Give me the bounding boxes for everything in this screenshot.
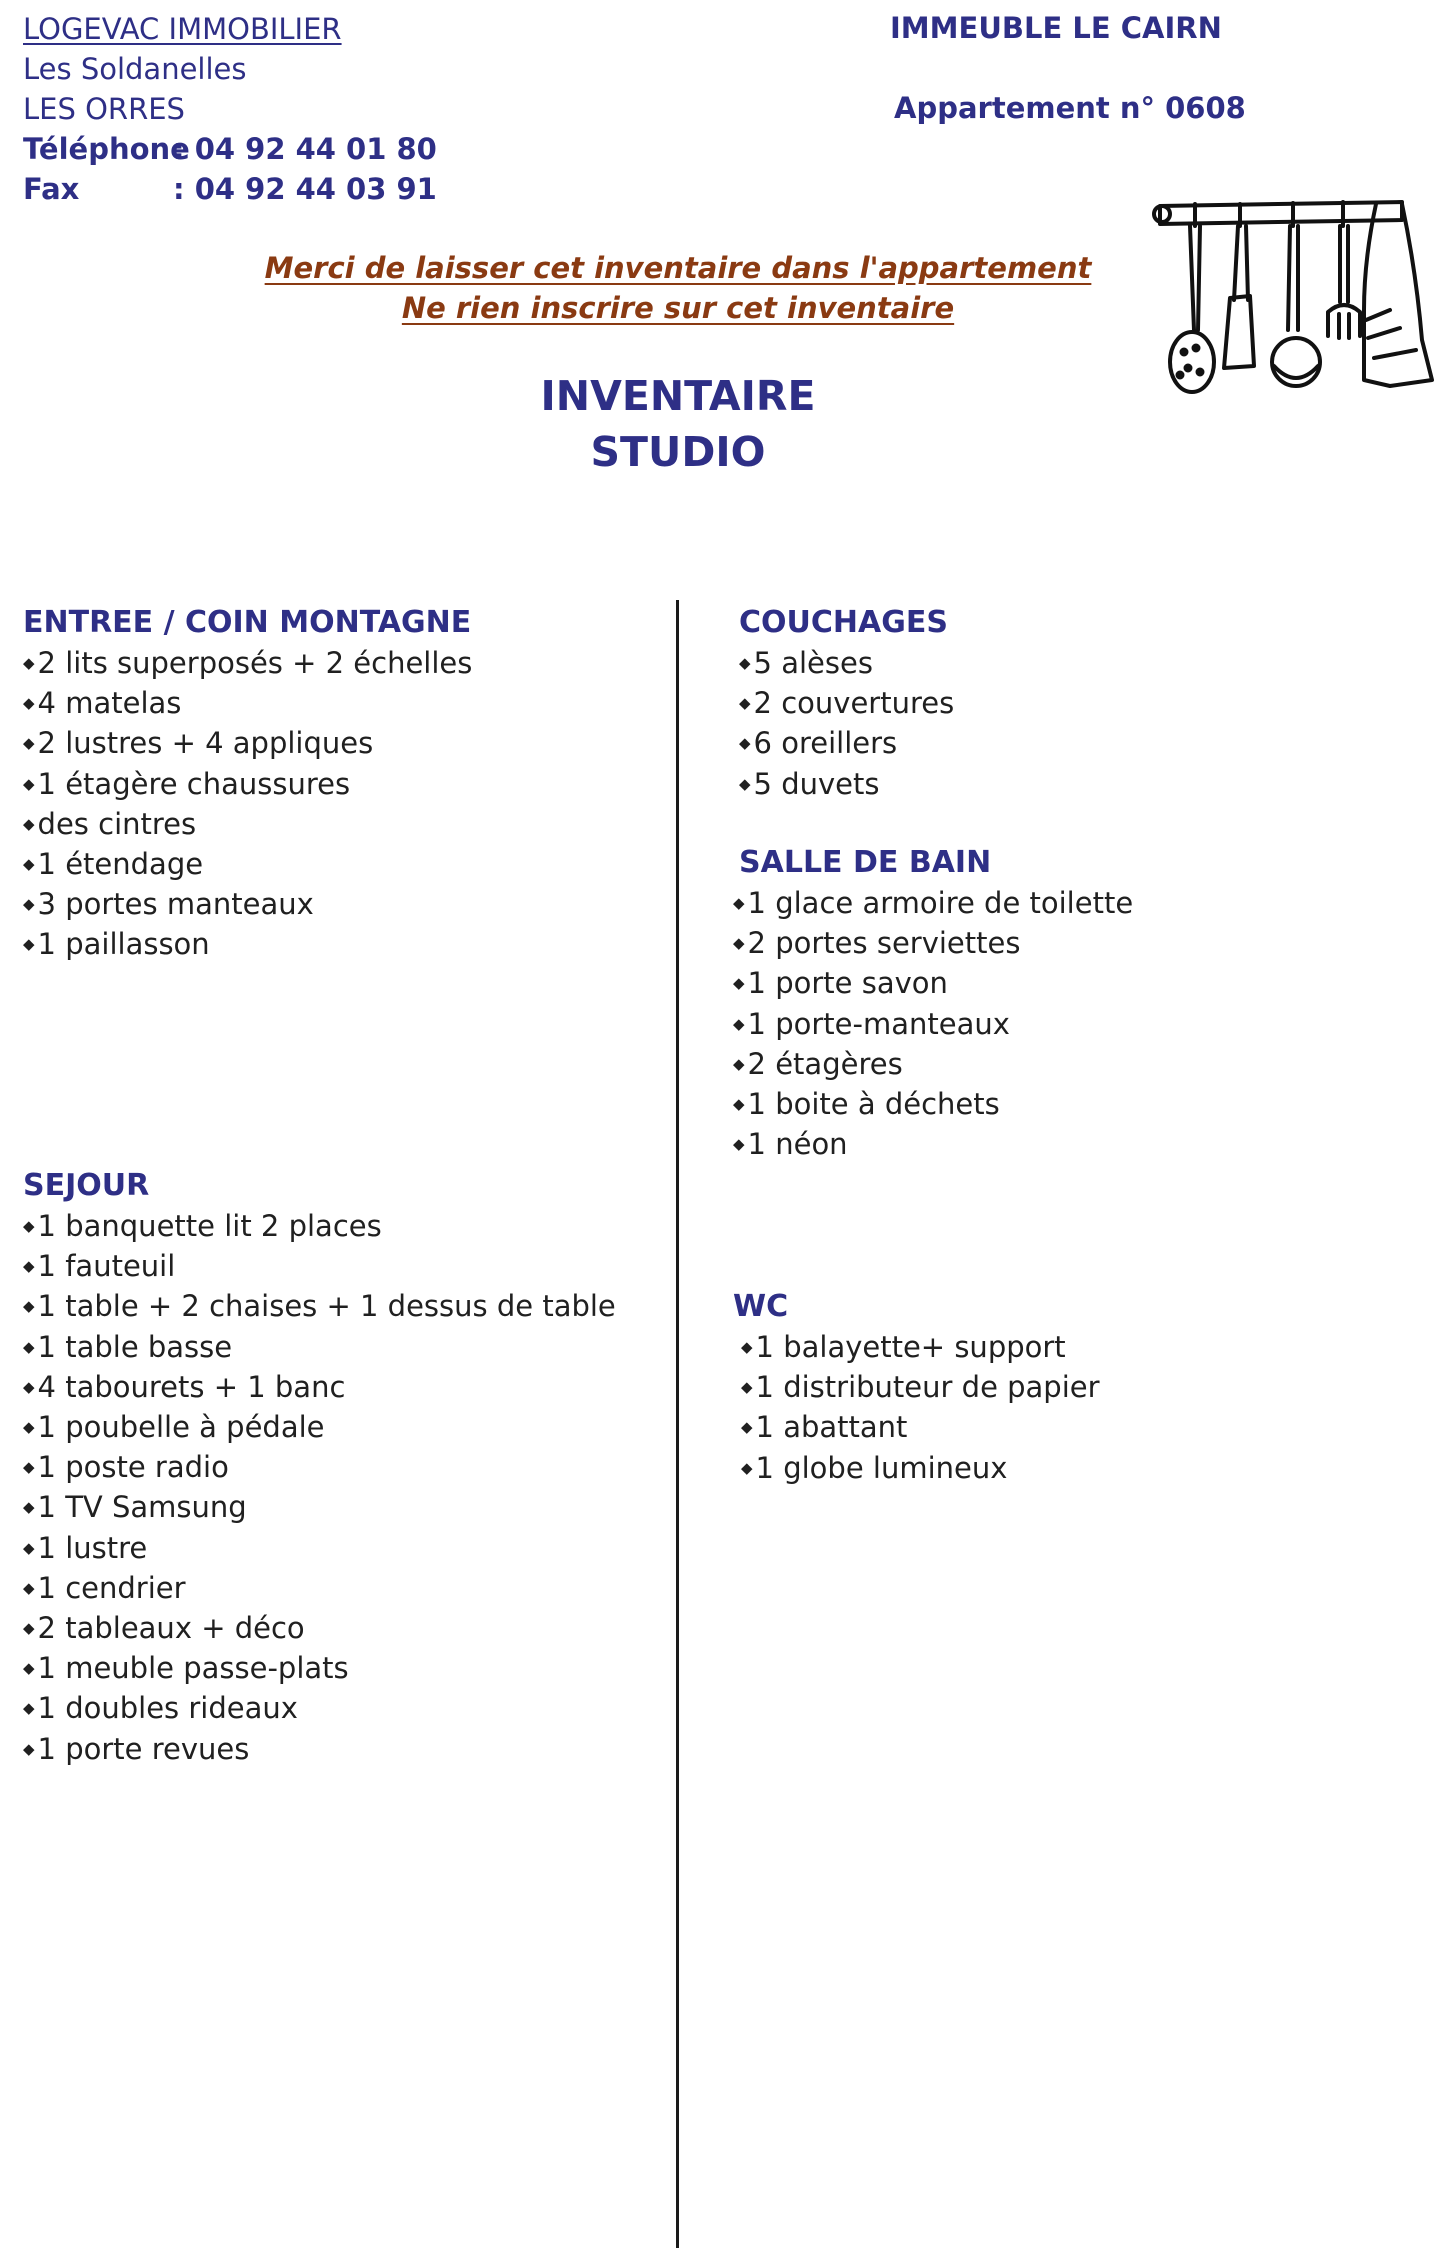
list-item: ◆ 1 néon	[733, 1124, 1133, 1164]
list-item: ◆ 1 globe lumineux	[741, 1448, 1100, 1488]
phone-row	[23, 129, 437, 169]
item-list	[23, 643, 472, 965]
list-item: ◆ 1 balayette+ support	[741, 1327, 1100, 1367]
list-item: ◆ 5 duvets	[739, 764, 954, 804]
list-item: ◆ 1 distributeur de papier	[741, 1367, 1100, 1407]
list-item: ◆ 1 abattant	[741, 1407, 1100, 1447]
column-divider	[676, 600, 679, 2248]
list-item: ◆ 2 étagères	[733, 1044, 1133, 1084]
notice-do-not-write: Ne rien inscrire sur cet inventaire	[401, 291, 955, 325]
notice-keep-inventory: Merci de laisser cet inventaire dans l'appartement	[264, 251, 1092, 285]
list-item: ◆ 2 couvertures	[739, 683, 954, 723]
list-item: ◆ 1 porte-manteaux	[733, 1004, 1133, 1044]
list-item: ◆ 1 porte revues	[23, 1729, 616, 1769]
list-item: ◆ des cintres	[23, 804, 472, 844]
list-item: ◆ 1 cendrier	[23, 1568, 616, 1608]
list-item: ◆ 1 TV Samsung	[23, 1487, 616, 1527]
list-item: ◆ 2 portes serviettes	[733, 923, 1133, 963]
list-item: ◆ 6 oreillers	[739, 723, 954, 763]
list-item: ◆ 1 table basse	[23, 1327, 616, 1367]
list-item: ◆ 1 poubelle à pédale	[23, 1407, 616, 1447]
apartment-number: Appartement n° 0608	[894, 91, 1246, 125]
section-title: SEJOUR	[23, 1168, 150, 1203]
section-title: ENTREE / COIN MONTAGNE	[23, 605, 472, 640]
list-item: ◆ 1 doubles rideaux	[23, 1688, 616, 1728]
list-item: ◆ 1 meuble passe-plats	[23, 1648, 616, 1688]
item-list	[23, 1206, 616, 1769]
list-item: ◆ 2 tableaux + déco	[23, 1608, 616, 1648]
list-item: ◆ 4 matelas	[23, 683, 472, 723]
list-item: ◆ 1 fauteuil	[23, 1246, 616, 1286]
building-name: IMMEUBLE LE CAIRN	[890, 11, 1222, 45]
list-item: ◆ 2 lits superposés + 2 échelles	[23, 643, 472, 683]
address-line-2: LES ORRES	[23, 92, 185, 126]
section-sejour	[23, 1166, 616, 1769]
section-title: WC	[733, 1289, 789, 1324]
section-title: SALLE DE BAIN	[739, 845, 992, 880]
list-item: ◆ 1 poste radio	[23, 1447, 616, 1487]
list-item: ◆ 1 porte savon	[733, 963, 1133, 1003]
section-entree	[23, 603, 472, 965]
fax-label: Fax	[23, 172, 80, 206]
phone-value: : 04 92 44 01 80	[173, 132, 437, 166]
list-item: ◆ 3 portes manteaux	[23, 884, 472, 924]
item-list	[733, 883, 1133, 1164]
list-item: ◆ 1 étagère chaussures	[23, 764, 472, 804]
page-subtitle: STUDIO	[590, 428, 766, 476]
fax-row	[23, 169, 437, 209]
page-title: INVENTAIRE	[540, 372, 816, 420]
list-item: ◆ 1 boite à déchets	[733, 1084, 1133, 1124]
list-item: ◆ 1 paillasson	[23, 924, 472, 964]
address-line-1: Les Soldanelles	[23, 52, 247, 86]
list-item: ◆ 5 alèses	[739, 643, 954, 683]
item-list	[741, 1327, 1100, 1488]
phone-label: Téléphone	[23, 132, 190, 166]
list-item: ◆ 1 étendage	[23, 844, 472, 884]
list-item: ◆ 2 lustres + 4 appliques	[23, 723, 472, 763]
section-wc	[733, 1287, 1100, 1488]
list-item: ◆ 1 lustre	[23, 1528, 616, 1568]
agency-name: LOGEVAC IMMOBILIER	[23, 12, 342, 46]
list-item: ◆ 1 banquette lit 2 places	[23, 1206, 616, 1246]
section-salle-de-bain	[733, 843, 1133, 1164]
fax-value: : 04 92 44 03 91	[173, 172, 437, 206]
section-title: COUCHAGES	[739, 605, 948, 640]
item-list	[739, 643, 954, 804]
list-item: ◆ 1 table + 2 chaises + 1 dessus de table	[23, 1286, 616, 1326]
list-item: ◆ 4 tabourets + 1 banc	[23, 1367, 616, 1407]
list-item: ◆ 1 glace armoire de toilette	[733, 883, 1133, 923]
section-couchages	[739, 603, 954, 804]
